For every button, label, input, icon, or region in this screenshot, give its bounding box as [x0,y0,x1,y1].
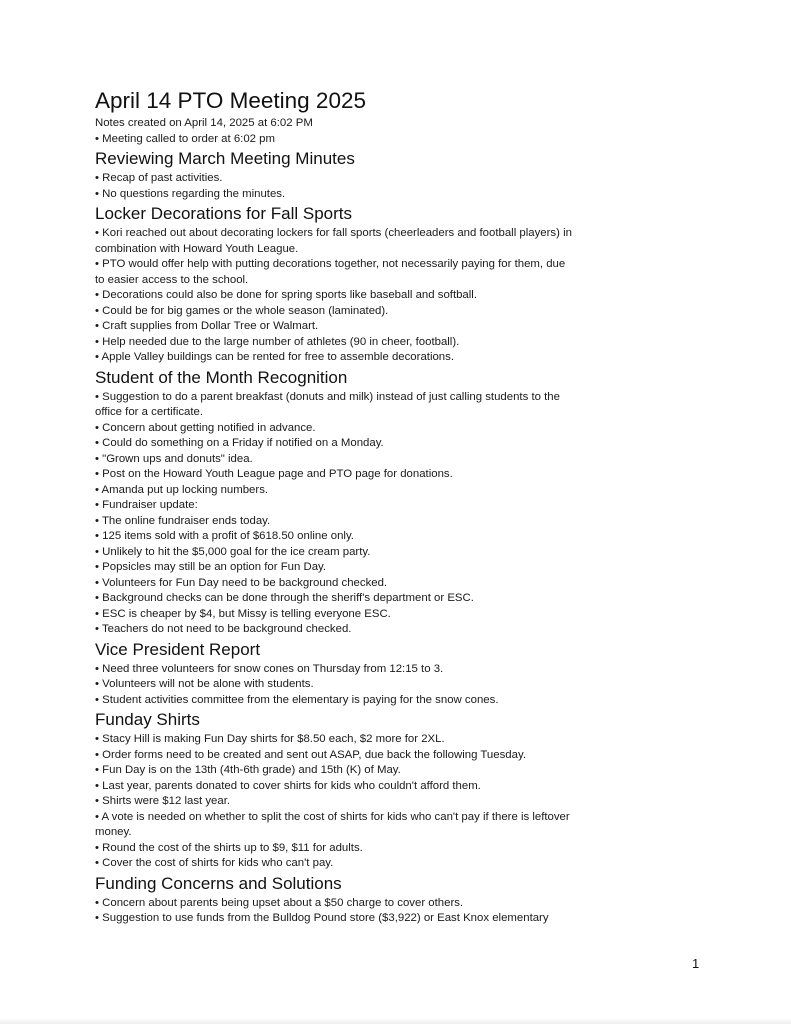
list-item: • "Grown ups and donuts" idea. [95,452,253,465]
list-item: • Student activities committee from the elementary is paying for the snow cones. [95,693,499,706]
scan-edge-divider [0,1018,791,1024]
list-item: • Amanda put up locking numbers. [95,483,269,496]
list-item: • ESC is cheaper by $4, but Missy is telling everyone ESC. [95,607,391,620]
section-heading-reviewing-minutes: Reviewing March Meeting Minutes [95,149,355,168]
list-item: • Stacy Hill is making Fun Day shirts for $8.50 each, $2 more for 2XL. [95,733,445,745]
list-item: • Decorations could also be done for spring sports like baseball and softball. [95,289,477,301]
list-item: • 125 items sold with a profit of $618.50 online only. [95,530,354,542]
section-list-student-of-month [95,390,575,638]
list-item: • A vote is needed on whether to split the cost of shirts for kids who can't pay if there is leftover money. [95,810,570,838]
section-list-funding-concerns [95,896,575,927]
list-item: • Fun Day is on the 13th (4th-6th grade) and 15th (K) of May. [95,764,401,776]
document-page [95,86,575,927]
list-item: • Volunteers for Fun Day need to be background checked. [95,576,388,589]
list-item: • Suggestion to do a parent breakfast (donuts and milk) instead of just calling students to the office for a certificate. [95,390,560,418]
section-heading-vice-president-report: Vice President Report [95,639,261,659]
list-item: • Volunteers will not be alone with students. [95,678,314,690]
list-item: • Suggestion to use funds from the Bulldog Pound store ($3,922) or East Knox elementary [95,912,549,924]
list-item: • Concern about getting notified in advance. [95,421,316,434]
list-item: • Help needed due to the large number of athletes (90 in cheer, football). [95,335,460,348]
section-list-reviewing-minutes [95,171,575,202]
list-item: • Could be for big games or the whole season (laminated). [95,304,389,317]
list-item: • No questions regarding the minutes. [95,187,286,200]
call-to-order: • Meeting called to order at 6:02 pm [95,132,276,145]
list-item: • Cover the cost of shirts for kids who can't pay. [95,857,334,869]
list-item: • Popsicles may still be an option for Fun Day. [95,561,327,573]
section-heading-student-of-month: Student of the Month Recognition [95,367,348,387]
section-heading-funday-shirts: Funday Shirts [95,710,200,729]
list-item: • Order forms need to be created and sent out ASAP, due back the following Tuesday. [95,748,526,761]
list-item: • Need three volunteers for snow cones on Thursday from 12:15 to 3. [95,662,444,675]
list-item: • Round the cost of the shirts up to $9, $11 for adults. [95,841,363,854]
notes-created: Notes created on April 14, 2025 at 6:02 PM [95,117,313,129]
list-item: • Could do something on a Friday if notified on a Monday. [95,437,384,449]
page-number: 1 [692,956,700,971]
list-item: • Last year, parents donated to cover shirts for kids who couldn't afford them. [95,779,481,792]
list-item: • Post on the Howard Youth League page and PTO page for donations. [95,468,453,480]
list-item: • Craft supplies from Dollar Tree or Walmart. [95,320,319,332]
section-list-locker-decorations [95,226,575,366]
list-item: • PTO would offer help with putting decorations together, not necessarily paying for them, due to easier access to the school. [95,258,566,286]
list-item: • Fundraiser update: [95,499,198,511]
section-list-vice-president-report [95,662,575,709]
list-item: • Apple Valley buildings can be rented for free to assemble decorations. [95,351,454,363]
section-heading-funding-concerns: Funding Concerns and Solutions [95,873,342,893]
list-item: • Kori reached out about decorating lockers for fall sports (cheerleaders and football players) in combination with Howard Youth League. [95,227,572,255]
section-heading-locker-decorations: Locker Decorations for Fall Sports [95,204,352,223]
list-item: • Teachers do not need to be background checked. [95,623,352,635]
section-list-funday-shirts [95,732,575,872]
list-item: • Unlikely to hit the $5,000 goal for the ice cream party. [95,545,371,558]
list-item: • Concern about parents being upset about a $50 charge to cover others. [95,896,464,909]
list-item: • Background checks can be done through the sheriff's department or ESC. [95,592,474,604]
list-item: • Shirts were $12 last year. [95,795,231,807]
list-item: • The online fundraiser ends today. [95,514,271,527]
list-item: • Recap of past activities. [95,172,223,184]
page-title: April 14 PTO Meeting 2025 [95,88,366,113]
